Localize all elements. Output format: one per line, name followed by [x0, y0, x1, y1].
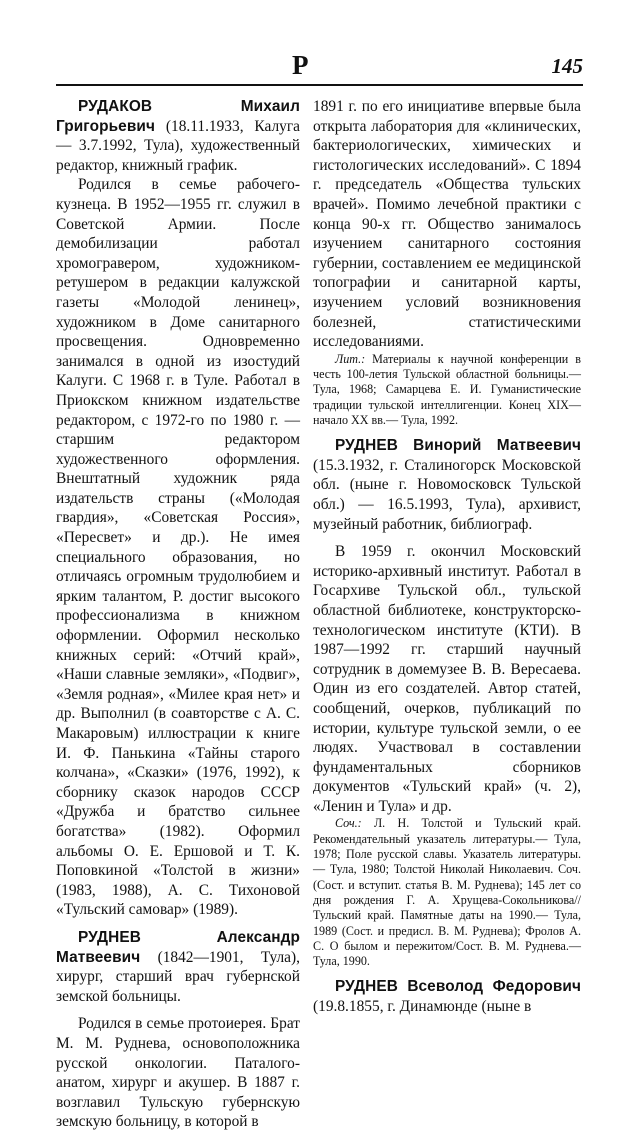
entry-rudakov-body: Родился в семье рабочего-кузнеца. В 1952—1955 гг. служил в Советской Армии. После демобилизации работал хромогравером, художником-ретушером в редакции калужской газеты «Молодой ленинец», художником в Доме санитарного просвещения. Одновременно занимался в одной из изостудий Калуги. С 1968 г. в Туле. Работал в Приокском книжном издательстве редактором, с 1972-го по 1980 г. — старшим редактором художественного оформления. Внештатный художник ряда издательств страны («Молодая гвардия», «Советская Россия», «Пересвет» и др.). Не имея специального образования, но отличаясь огромным трудолюбием и ярким талантом, Р. достиг высокого профессионализма в книжном оформлении. Оформил несколько книжных серий: «Отчий край», «Наши славные земляки», «Подвиг», «Земля родная», «Милее края нет» и др. Выполнил (в соавторстве с А. С. Макаровым) иллюстрации к книге И. Ф. Панькина «Тайны старого колчана», «Сказки» (1976, 1992), к сборнику сказок народов СССР «Дружба и братство сильнее богатства» (1982). Оформил альбомы О. Е. Ершовой и Т. К. Поповкиной «Толстой в жизни» (1983, 1988), А. С. Тихоновой «Тульский самовар» (1989).: [56, 176, 300, 919]
entry-name: РУДНЕВ Всеволод Федорович: [335, 978, 581, 996]
entry-rudakov-heading: [56, 97, 300, 175]
literature-label: Лит.:: [335, 351, 366, 366]
literature-text: Материалы к научной конференции в честь 100-летия Тульской областной больницы.— Тула, 1968; Самарцева Е. И. Гуманистические традиции тульской интеллигенции. Конец XIX—начало XX вв.— Тула, 1992.: [313, 351, 581, 427]
entry-rudnev-vs-heading: [313, 977, 581, 1016]
header-rule: [56, 84, 583, 86]
works-label: Соч.:: [335, 816, 362, 831]
entry-rudnev-v-heading: [313, 436, 581, 534]
entry-rudnev-a-body: Родился в семье протоиерея. Брат М. М. Руднева, основоположника русской онкологии. Паталого-анатом, хирург и акушер. В 1887 г. возглавил Тульскую губернскую земскую больницу, в которой в: [56, 1015, 300, 1131]
entry-intro: (1842—1901, Тула), хирург, старший врач губернской земской больницы.: [56, 948, 300, 1005]
entry-intro: (15.3.1932, г. Сталиногорск Московской обл. (ныне г. Новомосковск Тульской обл.) — 16.5.1993, Тула), архивист, музейный работник, библиограф.: [313, 456, 581, 533]
section-letter: Р: [292, 50, 309, 80]
entry-rudnev-a-literature: [313, 352, 581, 428]
entry-intro: (18.11.1933, Калуга — 3.7.1992, Тула), художественный редактор, книжный график.: [56, 117, 300, 174]
entry-rudnev-v-body: В 1959 г. окончил Московский историко-архивный институт. Работал в Госархиве Тульской обл., тульской областной библиотеке, конструкторско-технологическом институте (КТИ). В 1987—1992 гг. старший научный сотрудник в домемузее В. В. Вересаева. Один из его создателей. Автор статей, сообщений, очерков, публикаций по истории, культуре тульской земли, о ее людях. Участвовал в составлении фундаментальных сборников документов «Тульский край» (ч. 2), «Ленин и Тула» и др.: [313, 543, 581, 815]
entry-rudnev-v-works: [313, 816, 581, 969]
works-text: Л. Н. Толстой и Тульский край. Рекомендательный указатель литературы.— Тула, 1978; Поле русской славы. Указатель литературы.— Тула, 1980; Толстой Николай Николаевич. Соч. (Сост. и вступит. статья В. М. Руднева); 145 лет со дня рождения Г. А. Хрущева-Сокольникова//Тульский край. Памятные даты на 1990.— Тула, 1989 (Сост. и предисл. В. М. Руднева); Фролов А. С. О былом и пережитом/Сост. В. М. Руднева.— Тула, 1990.: [313, 816, 581, 969]
left-column: [56, 97, 300, 1132]
right-column: [313, 97, 581, 1017]
entry-intro: (19.8.1855, г. Динамюнде (ныне в: [313, 998, 532, 1016]
entry-name: РУДНЕВ Александр Матвеевич: [56, 928, 300, 966]
entry-name: РУДНЕВ Винорий Матвеевич: [335, 437, 581, 455]
entry-rudnev-a-heading: [56, 928, 300, 1006]
entry-rudnev-a-body-cont: 1891 г. по его инициативе впервые была открыта лаборатория для «клинических, бактериологических, химических и гистологических исследований». С 1894 г. председатель «Общества тульских врачей». Помимо лечебной практики с конца 90-х гг. Общество занималось изучением санитарного состояния губернии, составлением ее медицинской топографии и санитарной карты, изучением условий возникновения болезней, статистическими исследованиями.: [313, 98, 581, 351]
entry-name: РУДАКОВ Михаил Григорьевич: [56, 98, 300, 135]
page-number: 145: [551, 54, 583, 78]
